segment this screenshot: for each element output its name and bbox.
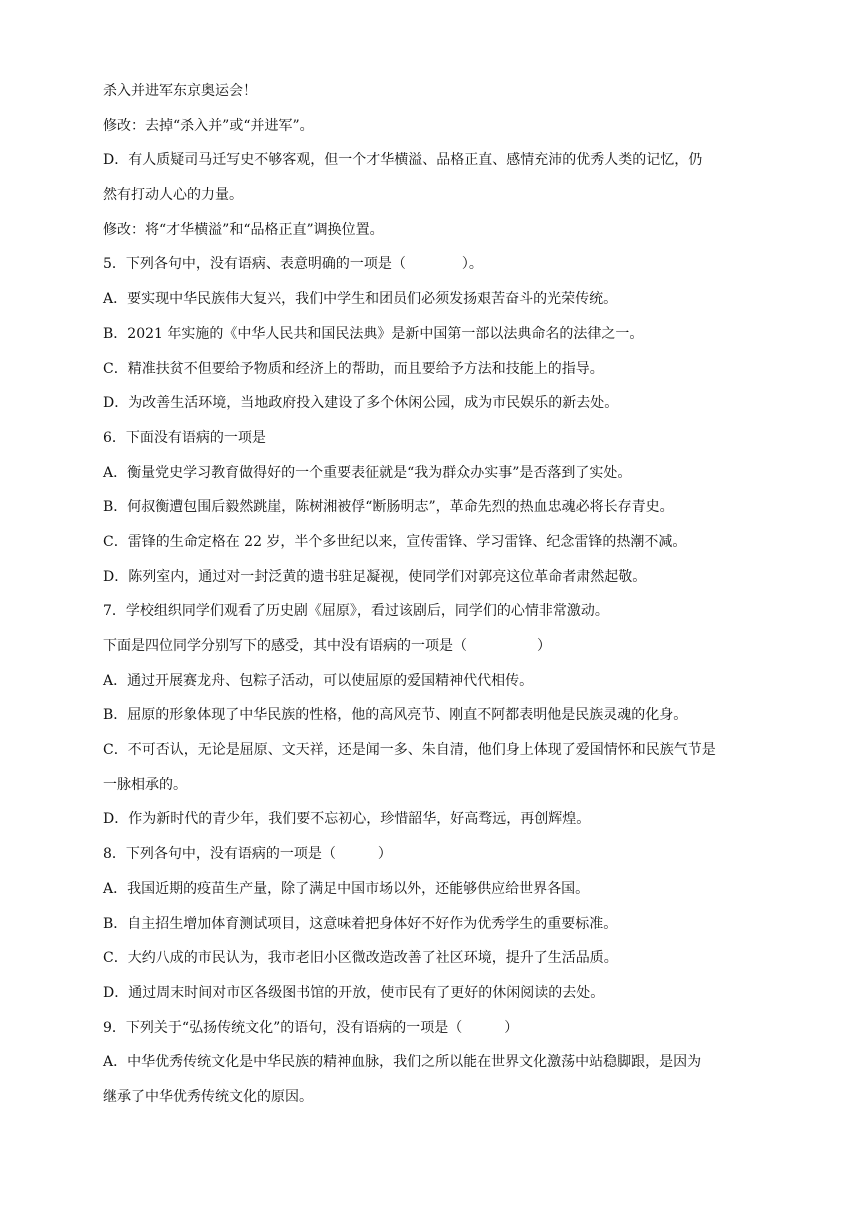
q7-option-c-line-1: C．不可否认，无论是屈原、文天祥，还是闻一多、朱自清，他们身上体现了爱国情怀和民族气节是 [103, 742, 716, 759]
question-9: 9．下列关于“弘扬传统文化”的语句，没有语病的一项是（ ） [103, 1019, 519, 1036]
q7-option-c-line-2: 一脉相承的。 [103, 776, 187, 793]
question-7-prompt: 下面是四位同学分别写下的感受，其中没有语病的一项是（ ） [103, 638, 551, 654]
q5-option-b: B．2021 年实施的《中华人民共和国民法典》是新中国第一部以法典命名的法律之一。 [103, 325, 644, 342]
q6-option-b: B．何叔衡遭包围后毅然跳崖，陈树湘被俘“断肠明志”，革命先烈的热血忠魂必将长存青史。 [103, 499, 674, 516]
question-7: 7．学校组织同学们观看了历史剧《屈原》，看过该剧后，同学们的心情非常激动。 [103, 603, 609, 620]
q8-option-c: C．大约八成的市民认为，我市老旧小区微改造改善了社区环境，提升了生活品质。 [103, 950, 618, 967]
q7-option-a: A．通过开展赛龙舟、包粽子活动，可以使屈原的爱国精神代代相传。 [103, 672, 534, 689]
q9-option-a-line-1: A．中华优秀传统文化是中华民族的精神血脉，我们之所以能在世界文化激荡中站稳脚跟，是因为 [103, 1054, 702, 1071]
option-d-line-2: 然有打动人心的力量。 [103, 187, 243, 204]
q6-option-a: A．衡量党史学习教育做得好的一个重要表征就是“我为群众办实事”是否落到了实处。 [103, 464, 632, 481]
q8-option-a: A．我国近期的疫苗生产量，除了满足中国市场以外，还能够供应给世界各国。 [103, 880, 590, 897]
document-body [103, 82, 761, 1123]
question-5: 5．下列各句中，没有语病、表意明确的一项是（ ）。 [103, 256, 483, 273]
q8-option-b: B．自主招生增加体育测试项目，这意味着把身体好不好作为优秀学生的重要标准。 [103, 915, 618, 932]
option-d-line-1: D．有人质疑司马迁写史不够客观，但一个才华横溢、品格正直、感情充沛的优秀人类的记忆，仍 [103, 152, 703, 169]
revision-note: 修改：去掉“杀入并”或“并进军”。 [103, 117, 314, 134]
q6-option-d: D．陈列室内，通过对一封泛黄的遗书驻足凝视，使同学们对郭亮这位革命者肃然起敬。 [103, 568, 647, 585]
text-line: 杀入并进军东京奥运会！ [103, 83, 257, 99]
q6-option-c: C．雷锋的生命定格在 22 岁，半个多世纪以来，宣传雷锋、学习雷锋、纪念雷锋的热潮不减。 [103, 533, 687, 550]
q5-option-d: D．为改善生活环境，当地政府投入建设了多个休闲公园，成为市民娱乐的新去处。 [103, 395, 619, 412]
question-8: 8．下列各句中，没有语病的一项是（ ） [103, 846, 392, 863]
q7-option-b: B．屈原的形象体现了中华民族的性格，他的高风亮节、刚直不阿都表明他是民族灵魂的化身。 [103, 707, 688, 724]
q9-option-a-line-2: 继承了中华优秀传统文化的原因。 [103, 1088, 313, 1105]
revision-note: 修改：将“才华横溢”和“品格正直”调换位置。 [103, 221, 384, 238]
q5-option-c: C．精准扶贫不但要给予物质和经济上的帮助，而且要给予方法和技能上的指导。 [103, 360, 604, 377]
q8-option-d: D．通过周末时间对市区各级图书馆的开放，使市民有了更好的休闲阅读的去处。 [103, 984, 605, 1001]
q7-option-d: D．作为新时代的青少年，我们要不忘初心，珍惜韶华，好高骛远，再创辉煌。 [103, 811, 591, 828]
q5-option-a: A．要实现中华民族伟大复兴，我们中学生和团员们必须发扬艰苦奋斗的光荣传统。 [103, 291, 618, 308]
question-6: 6．下面没有语病的一项是 [103, 429, 266, 446]
